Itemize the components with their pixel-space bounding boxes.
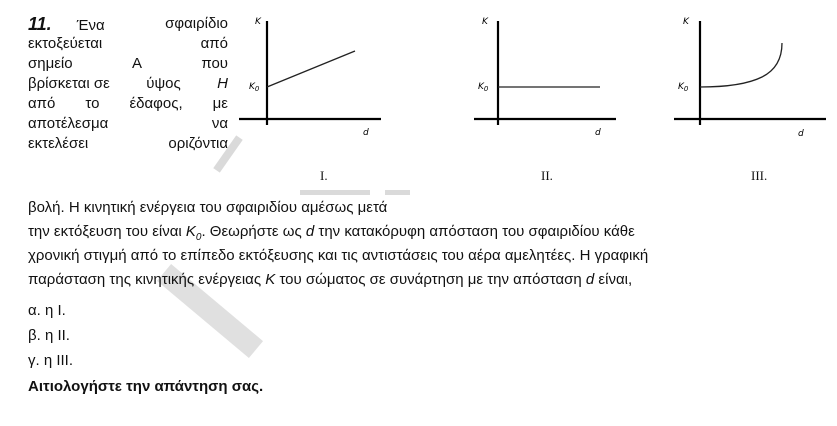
intro-line-5: [28, 94, 228, 114]
intro-line-2: [28, 34, 228, 54]
graph-3-x-label: d: [798, 129, 804, 139]
question-line-10: χρονική στιγμή από το επίπεδο εκτόξευσης και τις αντιστάσεις του αέρα αμελητέες. Η γραφική: [28, 247, 649, 264]
intro-word: σφαιρίδιο: [165, 15, 228, 32]
watermark-stroke: [385, 190, 410, 195]
question-line-11: παράσταση της κινητικής ενέργειας K του σώματος σε συνάρτηση με την απόσταση d είναι,: [28, 271, 633, 288]
intro-line-7: [28, 134, 228, 154]
watermark-stroke: [300, 190, 370, 195]
intro-word: εκτοξεύεται: [28, 35, 103, 52]
graph-2-y-label: K: [482, 17, 488, 27]
option-c: γ. η ΙΙΙ.: [28, 352, 74, 369]
question-number: 11.: [28, 14, 52, 34]
graph-1-k0-label: $K_0$: [249, 82, 260, 93]
graph-1-x-label: d: [363, 128, 369, 138]
graph-2-roman-label: II.: [541, 168, 553, 183]
question-intro: [28, 14, 228, 154]
graph-3-curve: [700, 43, 782, 87]
intro-word: από: [28, 95, 56, 112]
intro-word: αποτέλεσμα: [28, 115, 109, 132]
intro-word: Α: [131, 55, 142, 72]
intro-word: έδαφος,: [129, 95, 183, 112]
intro-word: να: [211, 115, 228, 132]
intro-word: σημείο: [28, 55, 73, 72]
intro-word: οριζόντια: [168, 135, 228, 152]
graph-1: [235, 15, 385, 145]
graph-3-roman-label: III.: [751, 168, 768, 183]
intro-word: Η: [217, 75, 228, 92]
graph-3-k0-label: $K_0$: [678, 82, 689, 93]
graph-2-k0-label: $K_0$: [478, 82, 489, 93]
graph-3-y-label: K: [683, 17, 689, 27]
graph-2-x-label: d: [595, 128, 601, 138]
graph-1-y-label: K: [255, 17, 261, 27]
intro-word: από: [200, 35, 228, 52]
option-a: α. η Ι.: [28, 302, 66, 319]
intro-word: βρίσκεται σε: [28, 75, 110, 92]
question-line-8: βολή. Η κινητική ενέργεια του σφαιριδίου αμέσως μετά: [28, 199, 388, 216]
intro-word: που: [201, 55, 228, 72]
option-b: β. η ΙΙ.: [28, 327, 70, 344]
intro-word: Ένα: [76, 17, 105, 34]
instruction: Αιτιολογήστε την απάντηση σας.: [28, 378, 264, 395]
intro-line-6: [28, 114, 228, 134]
graph-3: [670, 15, 830, 145]
intro-word: εκτελέσει: [28, 135, 89, 152]
graph-2: [470, 15, 620, 145]
graph-1-curve: [267, 51, 355, 87]
intro-line-4: [28, 74, 228, 94]
intro-word: το: [85, 95, 100, 112]
intro-word: ύψος: [146, 75, 181, 92]
intro-line-1: [28, 14, 228, 34]
intro-line-3: [28, 54, 228, 74]
question-line-9: την εκτόξευση του είναι $K_0$. Θεωρήστε ως d την κατακόρυφη απόσταση του σφαιριδίου κάθε: [28, 223, 635, 243]
graph-1-roman-label: I.: [320, 168, 328, 183]
intro-word: με: [212, 95, 228, 112]
